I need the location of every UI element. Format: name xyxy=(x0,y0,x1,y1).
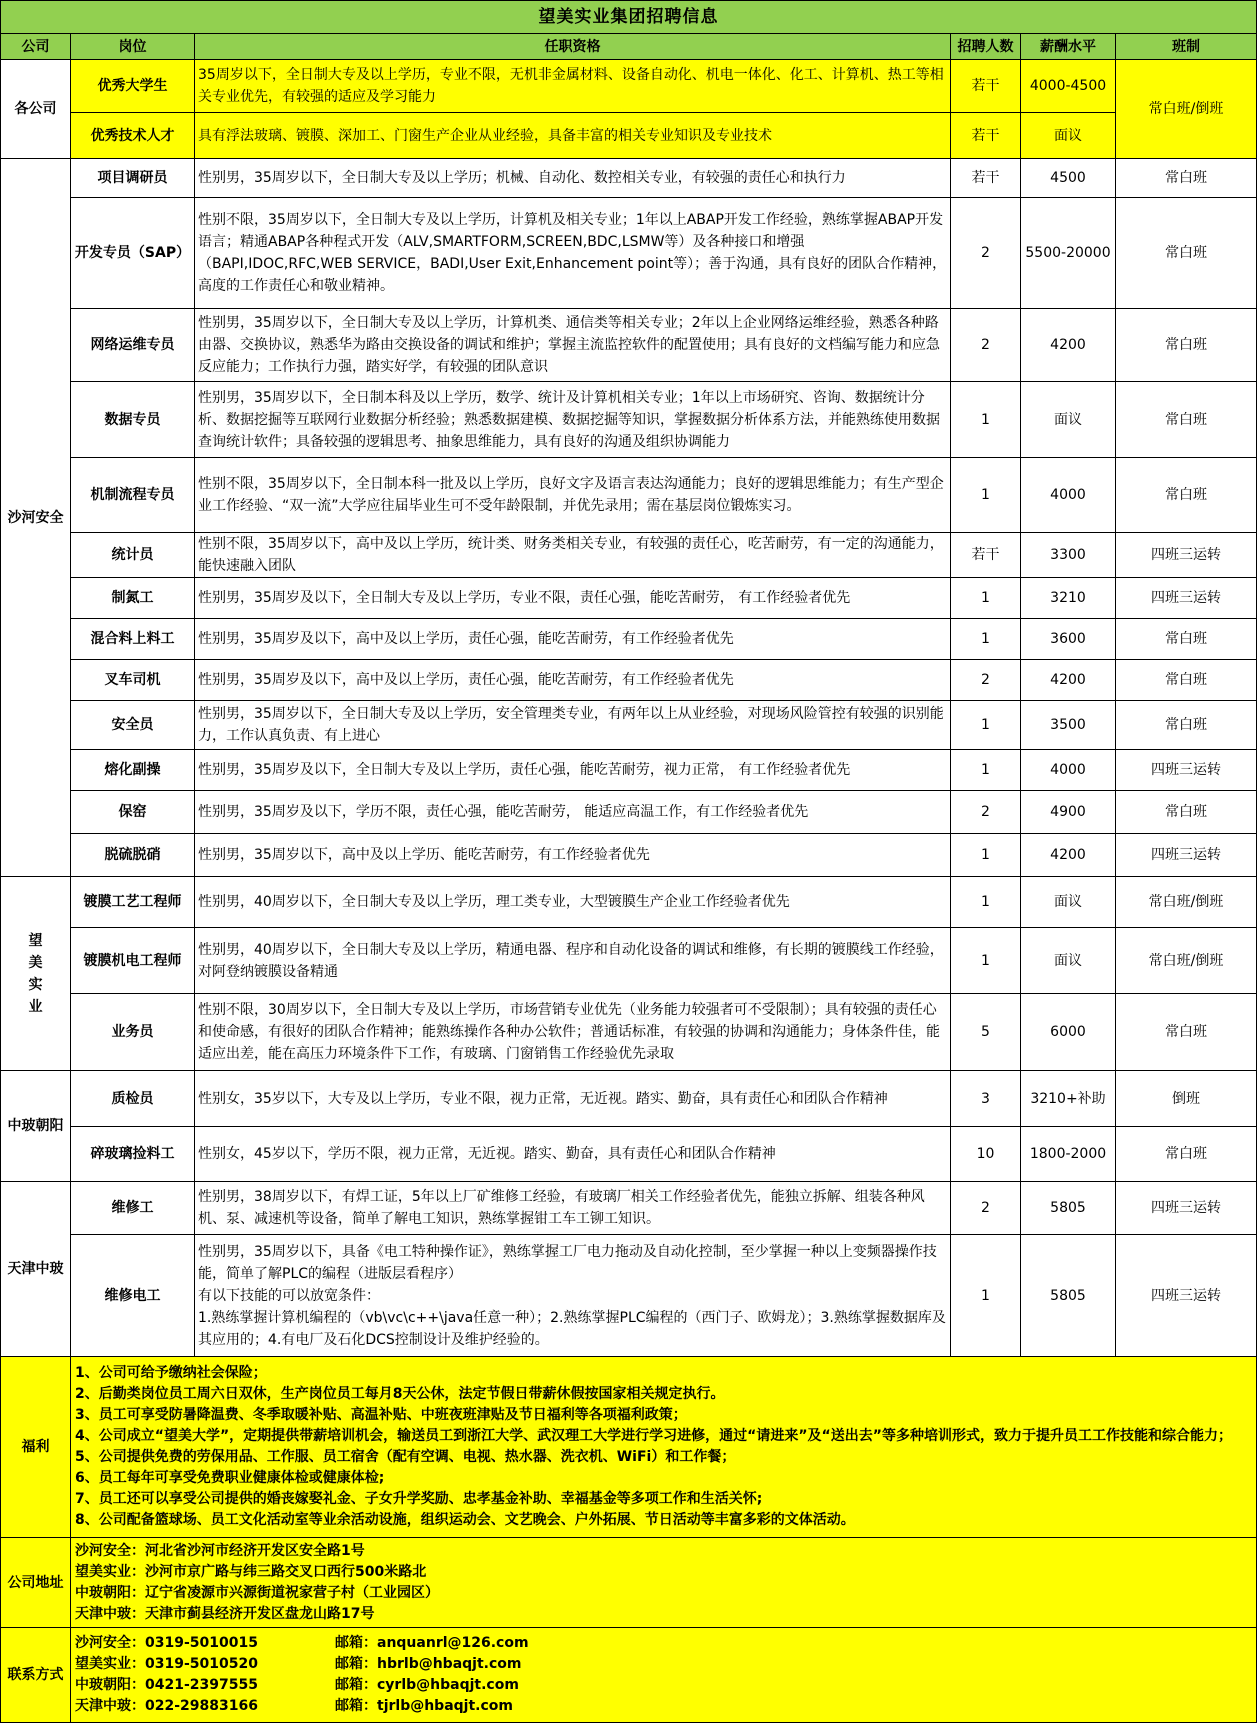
position-cell: 优秀技术人才 xyxy=(71,113,195,159)
shift-cell: 四班三运转 xyxy=(1116,578,1257,619)
requirements-cell: 性别女，35岁以下，大专及以上学历，专业不限，视力正常，无近视。踏实、勤奋，具有责任心和团队合作精神 xyxy=(195,1071,951,1127)
requirements-cell: 性别男，35周岁及以下，全日制大专及以上学历，专业不限，责任心强，能吃苦耐劳， 有工作经验者优先 xyxy=(195,578,951,619)
salary-cell: 4000-4500 xyxy=(1021,60,1116,113)
contact-phone: 望美实业：0319-5010520 xyxy=(75,1656,258,1672)
requirements-cell: 性别男，35周岁以下，全日制大专及以上学历，计算机类、通信类等相关专业；2年以上企业网络运维经验，熟悉各种路由器、交换协议，熟悉华为路由交换设备的调试和维护；掌握主流监控软件的配置使用；具有良好的文档编写能力和应急反应能力；工作执行力强，踏实好学，有较强的团队意识 xyxy=(195,309,951,382)
header-shift: 班制 xyxy=(1116,34,1257,60)
position-cell: 统计员 xyxy=(71,533,195,578)
requirements-cell: 性别不限，30周岁以下，全日制大专及以上学历，市场营销专业优先（业务能力较强者可不受限制）；具有较强的责任心和使命感，有很好的团队合作精神；能熟练操作各种办公软件；普通话标准，有较强的协调和沟通能力；身体条件佳，能适应出差，能在高压力环境条件下工作，有玻璃、门窗销售工作经验优先录取 xyxy=(195,994,951,1071)
address-item: 中玻朝阳：辽宁省凌源市兴源街道祝家营子村（工业园区） xyxy=(75,1584,439,1601)
position-cell: 质检员 xyxy=(71,1071,195,1127)
company-cell: 天津中玻 xyxy=(1,1182,71,1357)
salary-cell: 5805 xyxy=(1021,1182,1116,1235)
salary-cell: 3210+补助 xyxy=(1021,1071,1116,1127)
position-cell: 维修电工 xyxy=(71,1235,195,1357)
benefit-item: 6、员工每年可享受免费职业健康体检或健康体检; xyxy=(75,1470,385,1486)
position-cell: 开发专员（SAP） xyxy=(71,198,195,309)
shift-cell: 常白班 xyxy=(1116,619,1257,660)
salary-cell: 6000 xyxy=(1021,994,1116,1071)
headcount-cell: 5 xyxy=(951,994,1021,1071)
salary-cell: 4500 xyxy=(1021,159,1116,198)
requirements-cell: 性别男，35周岁以下，具备《电工特种操作证》，熟练掌握工厂电力拖动及自动化控制，至少掌握一种以上变频器操作技能，简单了解PLC的编程（进版层看程序） 有以下技能的可以放宽条件： 1.熟练掌握计算机编程的（vb\vc\c++\java任意一种）；2.熟练掌握PLC编程的（西门子、欧姆龙）；3.熟练掌握数据库及其应用的；4.有电厂及石化DCS控制设计及维护经验的。 xyxy=(195,1235,951,1357)
header-requirements: 任职资格 xyxy=(195,34,951,60)
shift-cell: 常白班 xyxy=(1116,701,1257,750)
headcount-cell: 1 xyxy=(951,928,1021,994)
headcount-cell: 1 xyxy=(951,750,1021,791)
requirements-cell: 性别女，45岁以下，学历不限，视力正常，无近视。踏实、勤奋，具有责任心和团队合作精神 xyxy=(195,1127,951,1182)
benefit-item: 5、公司提供免费的劳保用品、工作服、员工宿舍（配有空调、电视、热水器、洗衣机、WiFi）和工作餐； xyxy=(75,1449,736,1465)
headcount-cell: 1 xyxy=(951,578,1021,619)
shift-cell: 常白班 xyxy=(1116,382,1257,458)
headcount-cell: 若干 xyxy=(951,60,1021,113)
salary-cell: 4200 xyxy=(1021,660,1116,701)
requirements-cell: 性别男，35周岁以下，全日制本科及以上学历，数学、统计及计算机相关专业；1年以上市场研究、咨询、数据统计分析、数据挖掘等互联网行业数据分析经验；熟悉数据建模、数据挖掘等知识，掌握数据分析体系方法，并能熟练使用数据查询统计软件；具备较强的逻辑思考、抽象思维能力，具有良好的沟通及组织协调能力 xyxy=(195,382,951,458)
position-cell: 网络运维专员 xyxy=(71,309,195,382)
shift-cell: 常白班 xyxy=(1116,198,1257,309)
benefit-item: 8、公司配备篮球场、员工文化活动室等业余活动设施，组织运动会、文艺晚会、户外拓展、节日活动等丰富多彩的文体活动。 xyxy=(75,1512,855,1528)
contact-email[interactable]: 邮箱：tjrlb@hbaqjt.com xyxy=(335,1698,513,1714)
position-cell: 业务员 xyxy=(71,994,195,1071)
shift-cell: 常白班 xyxy=(1116,458,1257,533)
benefit-item: 4、公司成立“望美大学”，定期提供带薪培训机会，输送员工到浙江大学、武汉理工大学进行学习进修，通过“请进来”及“送出去”等多种培训形式，致力于提升员工工作技能和综合能力； xyxy=(75,1428,1232,1444)
requirements-cell: 性别男，40周岁以下，全日制大专及以上学历，精通电器、程序和自动化设备的调试和维修，有长期的镀膜线工作经验，对阿登纳镀膜设备精通 xyxy=(195,928,951,994)
header-salary: 薪酬水平 xyxy=(1021,34,1116,60)
headcount-cell: 若干 xyxy=(951,159,1021,198)
company-cell: 中玻朝阳 xyxy=(1,1071,71,1182)
salary-cell: 4200 xyxy=(1021,834,1116,877)
shift-cell: 常白班 xyxy=(1116,994,1257,1071)
address-list xyxy=(71,1538,1257,1628)
shift-cell: 常白班 xyxy=(1116,159,1257,198)
contact-phone: 中玻朝阳：0421-2397555 xyxy=(75,1677,258,1693)
salary-cell: 3500 xyxy=(1021,701,1116,750)
position-cell: 保窑 xyxy=(71,791,195,834)
headcount-cell: 2 xyxy=(951,198,1021,309)
requirements-cell: 性别不限，35周岁以下，全日制本科一批及以上学历，良好文字及语言表达沟通能力；良好的逻辑思维能力；有生产型企业工作经验、“双一流”大学应往届毕业生可不受年龄限制，并优先录用；需在基层岗位锻炼实习。 xyxy=(195,458,951,533)
contact-row xyxy=(75,1675,1252,1696)
headcount-cell: 2 xyxy=(951,1182,1021,1235)
company-cell: 沙河安全 xyxy=(1,159,71,877)
salary-cell: 1800-2000 xyxy=(1021,1127,1116,1182)
header-company: 公司 xyxy=(1,34,71,60)
headcount-cell: 10 xyxy=(951,1127,1021,1182)
headcount-cell: 1 xyxy=(951,834,1021,877)
position-cell: 混合料上料工 xyxy=(71,619,195,660)
headcount-cell: 1 xyxy=(951,458,1021,533)
contact-label: 联系方式 xyxy=(1,1628,71,1723)
benefits-list xyxy=(71,1357,1257,1538)
salary-cell: 4900 xyxy=(1021,791,1116,834)
address-item: 天津中玻：天津市蓟县经济开发区盘龙山路17号 xyxy=(75,1605,375,1622)
requirements-cell: 性别男，35周岁以下，高中及以上学历、能吃苦耐劳，有工作经验者优先 xyxy=(195,834,951,877)
shift-cell: 四班三运转 xyxy=(1116,834,1257,877)
benefits-label: 福利 xyxy=(1,1357,71,1538)
headcount-cell: 1 xyxy=(951,701,1021,750)
position-cell: 数据专员 xyxy=(71,382,195,458)
position-cell: 安全员 xyxy=(71,701,195,750)
shift-cell: 常白班 xyxy=(1116,660,1257,701)
address-item: 望美实业：沙河市京广路与纬三路交叉口西行500米路北 xyxy=(75,1563,427,1580)
headcount-cell: 2 xyxy=(951,660,1021,701)
shift-cell: 四班三运转 xyxy=(1116,1235,1257,1357)
benefit-item: 1、公司可给予缴纳社会保险； xyxy=(75,1365,267,1381)
headcount-cell: 若干 xyxy=(951,533,1021,578)
contact-row xyxy=(75,1696,1252,1717)
salary-cell: 4000 xyxy=(1021,750,1116,791)
headcount-cell: 3 xyxy=(951,1071,1021,1127)
requirements-cell: 性别男，35周岁以下，全日制大专及以上学历；机械、自动化、数控相关专业，有较强的责任心和执行力 xyxy=(195,159,951,198)
shift-cell: 常白班/倒班 xyxy=(1116,877,1257,928)
shift-cell: 常白班 xyxy=(1116,309,1257,382)
headcount-cell: 2 xyxy=(951,791,1021,834)
salary-cell: 面议 xyxy=(1021,928,1116,994)
position-cell: 项目调研员 xyxy=(71,159,195,198)
salary-cell: 4000 xyxy=(1021,458,1116,533)
requirements-cell: 35周岁以下，全日制大专及以上学历，专业不限，无机非金属材料、设备自动化、机电一体化、化工、计算机、热工等相关专业优先，有较强的适应及学习能力 xyxy=(195,60,951,113)
salary-cell: 5805 xyxy=(1021,1235,1116,1357)
headcount-cell: 2 xyxy=(951,309,1021,382)
contact-phone: 沙河安全：0319-5010015 xyxy=(75,1635,258,1651)
contact-list xyxy=(71,1628,1257,1723)
requirements-cell: 性别不限，35周岁以下，高中及以上学历，统计类、财务类相关专业，有较强的责任心，吃苦耐劳，有一定的沟通能力，能快速融入团队 xyxy=(195,533,951,578)
contact-phone: 天津中玻：022-29883166 xyxy=(75,1698,258,1714)
position-cell: 机制流程专员 xyxy=(71,458,195,533)
requirements-cell: 性别男，35周岁及以下，学历不限，责任心强，能吃苦耐劳， 能适应高温工作，有工作经验者优先 xyxy=(195,791,951,834)
requirements-cell: 性别男，35周岁以下，全日制大专及以上学历，安全管理类专业，有两年以上从业经验，对现场风险管控有较强的识别能力，工作认真负责、有上进心 xyxy=(195,701,951,750)
company-vertical-label: 望美实业 xyxy=(28,932,43,1015)
company-cell xyxy=(1,877,71,1071)
contact-email[interactable]: 邮箱：hbrlb@hbaqjt.com xyxy=(335,1656,522,1672)
requirements-cell: 性别男，35周岁及以下，高中及以上学历，责任心强，能吃苦耐劳，有工作经验者优先 xyxy=(195,619,951,660)
shift-cell: 四班三运转 xyxy=(1116,750,1257,791)
shift-cell: 倒班 xyxy=(1116,1071,1257,1127)
header-position: 岗位 xyxy=(71,34,195,60)
benefit-item: 7、员工还可以享受公司提供的婚丧嫁娶礼金、子女升学奖励、忠孝基金补助、幸福基金等多项工作和生活关怀; xyxy=(75,1491,763,1507)
position-cell: 镀膜机电工程师 xyxy=(71,928,195,994)
shift-cell: 常白班 xyxy=(1116,1127,1257,1182)
shift-cell: 四班三运转 xyxy=(1116,533,1257,578)
benefit-item: 3、员工可享受防暑降温费、冬季取暖补贴、高温补贴、中班夜班津贴及节日福利等各项福利政策； xyxy=(75,1407,687,1423)
salary-cell: 面议 xyxy=(1021,382,1116,458)
salary-cell: 面议 xyxy=(1021,877,1116,928)
shift-cell: 常白班/倒班 xyxy=(1116,60,1257,159)
headcount-cell: 若干 xyxy=(951,113,1021,159)
position-cell: 熔化副操 xyxy=(71,750,195,791)
position-cell: 叉车司机 xyxy=(71,660,195,701)
salary-cell: 3600 xyxy=(1021,619,1116,660)
position-cell: 碎玻璃捡料工 xyxy=(71,1127,195,1182)
headcount-cell: 1 xyxy=(951,382,1021,458)
headcount-cell: 1 xyxy=(951,877,1021,928)
position-cell: 脱硫脱硝 xyxy=(71,834,195,877)
address-item: 沙河安全：河北省沙河市经济开发区安全路1号 xyxy=(75,1542,365,1559)
header-headcount: 招聘人数 xyxy=(951,34,1021,60)
contact-row xyxy=(75,1633,1252,1654)
benefit-item: 2、后勤类岗位员工周六日双休，生产岗位员工每月8天公休，法定节假日带薪休假按国家相关规定执行。 xyxy=(75,1386,725,1402)
requirements-cell: 性别男，40周岁以下，全日制大专及以上学历，理工类专业，大型镀膜生产企业工作经验者优先 xyxy=(195,877,951,928)
position-cell: 优秀大学生 xyxy=(71,60,195,113)
position-cell: 维修工 xyxy=(71,1182,195,1235)
company-cell: 各公司 xyxy=(1,60,71,159)
shift-cell: 常白班/倒班 xyxy=(1116,928,1257,994)
shift-cell: 四班三运转 xyxy=(1116,1182,1257,1235)
page-title: 望美实业集团招聘信息 xyxy=(1,1,1257,34)
requirements-cell: 性别男，38周岁以下，有焊工证，5年以上厂矿维修工经验，有玻璃厂相关工作经验者优先，能独立拆解、组装各种风机、泵、减速机等设备，简单了解电工知识，熟练掌握钳工车工铆工知识。 xyxy=(195,1182,951,1235)
shift-cell: 常白班 xyxy=(1116,791,1257,834)
requirements-cell: 性别男，35周岁及以下，全日制大专及以上学历，责任心强，能吃苦耐劳，视力正常， 有工作经验者优先 xyxy=(195,750,951,791)
address-label: 公司地址 xyxy=(1,1538,71,1628)
salary-cell: 5500-20000 xyxy=(1021,198,1116,309)
salary-cell: 4200 xyxy=(1021,309,1116,382)
salary-cell: 面议 xyxy=(1021,113,1116,159)
requirements-cell: 性别不限，35周岁以下，全日制大专及以上学历，计算机及相关专业；1年以上ABAP开发工作经验，熟练掌握ABAP开发语言；精通ABAP各种程式开发（ALV,SMARTFORM,SCREEN,BDC,LSMW等）及各种接口和增强（BAPI,IDOC,RFC,WEB SERVICE，BADI,User Exit,Enhancement point等）；善于沟通，具有良好的团队合作精神，高度的工作责任心和敬业精神。 xyxy=(195,198,951,309)
salary-cell: 3210 xyxy=(1021,578,1116,619)
headcount-cell: 1 xyxy=(951,619,1021,660)
headcount-cell: 1 xyxy=(951,1235,1021,1357)
salary-cell: 3300 xyxy=(1021,533,1116,578)
contact-email[interactable]: 邮箱：anquanrl@126.com xyxy=(335,1635,529,1651)
contact-email[interactable]: 邮箱：cyrlb@hbaqjt.com xyxy=(335,1677,519,1693)
position-cell: 制氮工 xyxy=(71,578,195,619)
requirements-cell: 具有浮法玻璃、镀膜、深加工、门窗生产企业从业经验，具备丰富的相关专业知识及专业技术 xyxy=(195,113,951,159)
position-cell: 镀膜工艺工程师 xyxy=(71,877,195,928)
requirements-cell: 性别男，35周岁及以下，高中及以上学历，责任心强，能吃苦耐劳，有工作经验者优先 xyxy=(195,660,951,701)
contact-row xyxy=(75,1654,1252,1675)
